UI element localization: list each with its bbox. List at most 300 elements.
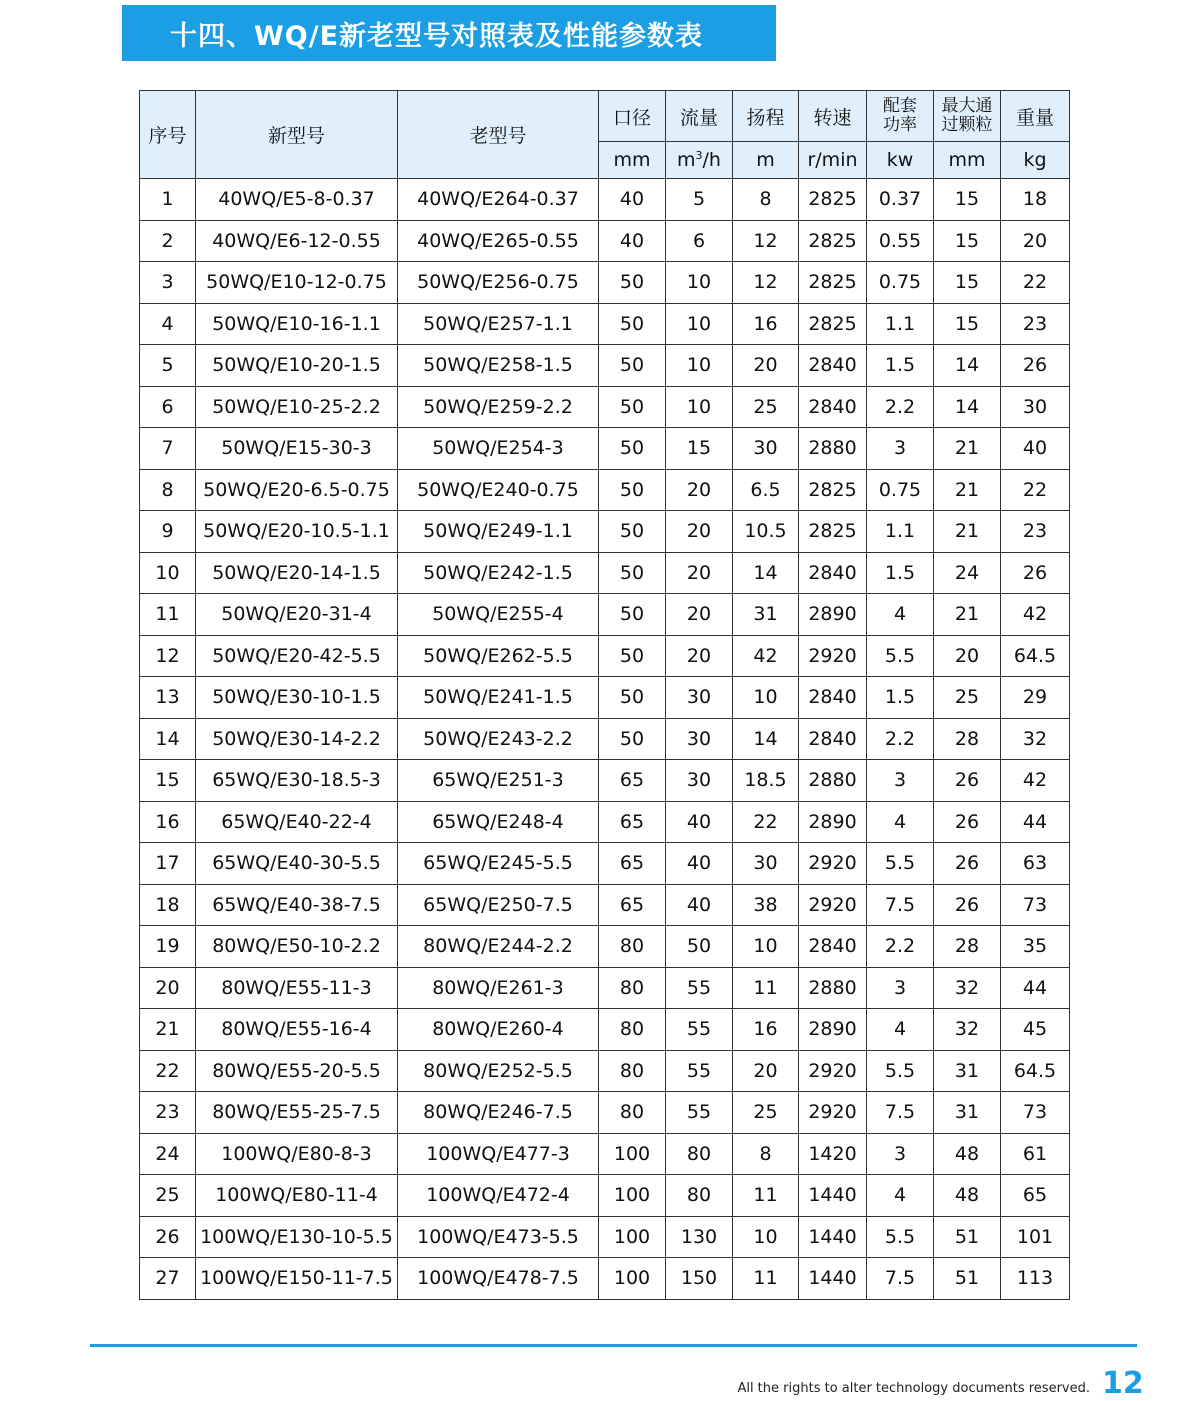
cell-caliber: 100 [599,1133,666,1175]
cell-old-model: 80WQ/E260-4 [398,1009,599,1051]
table-row [140,262,1070,304]
cell-weight: 65 [1001,1175,1070,1217]
cell-weight: 26 [1001,552,1070,594]
cell-particle: 26 [934,843,1001,885]
cell-head: 10 [733,1216,799,1258]
cell-flow: 20 [666,594,733,636]
cell-power: 5.5 [867,843,934,885]
cell-seq: 1 [140,179,196,221]
cell-new-model: 50WQ/E30-14-2.2 [196,718,398,760]
cell-new-model: 50WQ/E30-10-1.5 [196,677,398,719]
cell-flow: 40 [666,801,733,843]
cell-power: 0.55 [867,220,934,262]
cell-head: 10 [733,677,799,719]
cell-seq: 21 [140,1009,196,1051]
cell-new-model: 50WQ/E20-14-1.5 [196,552,398,594]
cell-seq: 3 [140,262,196,304]
cell-particle: 15 [934,303,1001,345]
cell-power: 1.5 [867,677,934,719]
cell-particle: 51 [934,1216,1001,1258]
cell-flow: 20 [666,635,733,677]
cell-old-model: 40WQ/E265-0.55 [398,220,599,262]
cell-seq: 26 [140,1216,196,1258]
cell-power: 4 [867,594,934,636]
cell-particle: 31 [934,1050,1001,1092]
cell-speed: 2825 [799,303,867,345]
cell-new-model: 50WQ/E20-31-4 [196,594,398,636]
cell-weight: 64.5 [1001,635,1070,677]
cell-flow: 40 [666,843,733,885]
table-row [140,1009,1070,1051]
cell-weight: 32 [1001,718,1070,760]
cell-power: 7.5 [867,1258,934,1300]
cell-new-model: 100WQ/E80-11-4 [196,1175,398,1217]
cell-seq: 6 [140,386,196,428]
table-row [140,594,1070,636]
cell-power: 4 [867,801,934,843]
cell-seq: 18 [140,884,196,926]
unit-power: kw [867,142,934,179]
cell-new-model: 50WQ/E20-10.5-1.1 [196,511,398,553]
cell-power: 1.5 [867,345,934,387]
cell-new-model: 65WQ/E40-38-7.5 [196,884,398,926]
table-row [140,1050,1070,1092]
table-row [140,345,1070,387]
cell-old-model: 65WQ/E250-7.5 [398,884,599,926]
table-body [140,179,1070,1300]
cell-particle: 14 [934,345,1001,387]
cell-head: 16 [733,303,799,345]
cell-speed: 2825 [799,469,867,511]
cell-speed: 2840 [799,386,867,428]
table-row [140,1092,1070,1134]
cell-power: 5.5 [867,1050,934,1092]
cell-caliber: 50 [599,428,666,470]
cell-new-model: 40WQ/E6-12-0.55 [196,220,398,262]
cell-speed: 1440 [799,1258,867,1300]
table-row [140,635,1070,677]
cell-flow: 20 [666,552,733,594]
cell-seq: 4 [140,303,196,345]
cell-speed: 2840 [799,677,867,719]
cell-head: 20 [733,1050,799,1092]
unit-speed: r/min [799,142,867,179]
header-caliber: 口径 [599,91,666,142]
cell-weight: 20 [1001,220,1070,262]
cell-caliber: 40 [599,179,666,221]
cell-old-model: 100WQ/E473-5.5 [398,1216,599,1258]
table-row [140,469,1070,511]
cell-flow: 55 [666,967,733,1009]
cell-speed: 2880 [799,428,867,470]
cell-seq: 24 [140,1133,196,1175]
performance-table [139,90,1070,1300]
cell-power: 5.5 [867,635,934,677]
cell-caliber: 100 [599,1258,666,1300]
cell-new-model: 65WQ/E40-22-4 [196,801,398,843]
cell-weight: 18 [1001,179,1070,221]
cell-particle: 24 [934,552,1001,594]
cell-caliber: 65 [599,760,666,802]
cell-weight: 26 [1001,345,1070,387]
table-header [140,91,1070,179]
header-particle-line2: 过颗粒 [941,115,993,135]
table-row [140,1175,1070,1217]
table-row [140,801,1070,843]
cell-power: 3 [867,1133,934,1175]
cell-speed: 2890 [799,1009,867,1051]
cell-old-model: 50WQ/E257-1.1 [398,303,599,345]
cell-seq: 25 [140,1175,196,1217]
cell-speed: 1440 [799,1175,867,1217]
cell-caliber: 40 [599,220,666,262]
cell-head: 12 [733,262,799,304]
cell-weight: 40 [1001,428,1070,470]
cell-old-model: 65WQ/E245-5.5 [398,843,599,885]
cell-speed: 2840 [799,345,867,387]
cell-new-model: 80WQ/E55-20-5.5 [196,1050,398,1092]
cell-seq: 16 [140,801,196,843]
page-title: 十四、WQ/E新老型号对照表及性能参数表 [122,5,776,61]
cell-flow: 10 [666,262,733,304]
cell-flow: 10 [666,386,733,428]
cell-seq: 20 [140,967,196,1009]
cell-power: 2.2 [867,718,934,760]
cell-particle: 48 [934,1133,1001,1175]
cell-caliber: 80 [599,1050,666,1092]
cell-weight: 22 [1001,262,1070,304]
cell-flow: 6 [666,220,733,262]
cell-head: 14 [733,718,799,760]
table-row [140,552,1070,594]
cell-old-model: 40WQ/E264-0.37 [398,179,599,221]
cell-caliber: 80 [599,967,666,1009]
cell-power: 5.5 [867,1216,934,1258]
cell-power: 2.2 [867,926,934,968]
cell-new-model: 100WQ/E150-11-7.5 [196,1258,398,1300]
cell-particle: 28 [934,926,1001,968]
cell-particle: 26 [934,884,1001,926]
cell-new-model: 50WQ/E20-6.5-0.75 [196,469,398,511]
cell-power: 4 [867,1009,934,1051]
cell-flow: 30 [666,760,733,802]
cell-caliber: 100 [599,1216,666,1258]
cell-old-model: 80WQ/E244-2.2 [398,926,599,968]
cell-weight: 42 [1001,760,1070,802]
cell-old-model: 50WQ/E262-5.5 [398,635,599,677]
cell-power: 0.75 [867,469,934,511]
cell-particle: 26 [934,760,1001,802]
cell-head: 10.5 [733,511,799,553]
cell-speed: 2825 [799,220,867,262]
cell-head: 11 [733,1258,799,1300]
cell-speed: 2890 [799,801,867,843]
cell-head: 12 [733,220,799,262]
table-row [140,926,1070,968]
cell-power: 4 [867,1175,934,1217]
cell-new-model: 80WQ/E55-25-7.5 [196,1092,398,1134]
header-power [867,91,934,142]
cell-old-model: 50WQ/E241-1.5 [398,677,599,719]
cell-head: 25 [733,1092,799,1134]
cell-caliber: 80 [599,1092,666,1134]
cell-head: 38 [733,884,799,926]
table-row [140,220,1070,262]
cell-particle: 15 [934,220,1001,262]
unit-head: m [733,142,799,179]
header-particle-line1: 最大通 [941,96,993,116]
footer-rights-text: All the rights to alter technology documents reserved. [737,1381,1090,1396]
cell-seq: 11 [140,594,196,636]
cell-new-model: 50WQ/E20-42-5.5 [196,635,398,677]
cell-new-model: 50WQ/E10-12-0.75 [196,262,398,304]
cell-speed: 2920 [799,1092,867,1134]
cell-seq: 2 [140,220,196,262]
cell-flow: 30 [666,718,733,760]
cell-speed: 2825 [799,262,867,304]
cell-power: 7.5 [867,1092,934,1134]
cell-flow: 55 [666,1009,733,1051]
cell-speed: 2920 [799,635,867,677]
cell-old-model: 50WQ/E255-4 [398,594,599,636]
cell-old-model: 50WQ/E258-1.5 [398,345,599,387]
cell-particle: 15 [934,262,1001,304]
unit-flow-tail: /h [702,149,721,171]
cell-old-model: 50WQ/E240-0.75 [398,469,599,511]
cell-particle: 25 [934,677,1001,719]
header-head: 扬程 [733,91,799,142]
cell-flow: 15 [666,428,733,470]
cell-caliber: 100 [599,1175,666,1217]
cell-new-model: 80WQ/E55-16-4 [196,1009,398,1051]
cell-seq: 10 [140,552,196,594]
cell-speed: 2880 [799,967,867,1009]
cell-caliber: 50 [599,718,666,760]
cell-head: 16 [733,1009,799,1051]
header-power-line1: 配套 [883,96,917,116]
cell-seq: 23 [140,1092,196,1134]
cell-seq: 17 [140,843,196,885]
cell-flow: 30 [666,677,733,719]
table-row [140,1133,1070,1175]
cell-flow: 40 [666,884,733,926]
cell-speed: 1420 [799,1133,867,1175]
cell-old-model: 100WQ/E472-4 [398,1175,599,1217]
cell-old-model: 50WQ/E249-1.1 [398,511,599,553]
cell-caliber: 50 [599,345,666,387]
cell-power: 3 [867,428,934,470]
table-row [140,1216,1070,1258]
cell-head: 14 [733,552,799,594]
cell-flow: 20 [666,511,733,553]
cell-caliber: 50 [599,594,666,636]
cell-new-model: 65WQ/E30-18.5-3 [196,760,398,802]
cell-caliber: 65 [599,801,666,843]
cell-head: 8 [733,179,799,221]
cell-weight: 63 [1001,843,1070,885]
cell-old-model: 50WQ/E256-0.75 [398,262,599,304]
cell-flow: 55 [666,1092,733,1134]
cell-old-model: 50WQ/E242-1.5 [398,552,599,594]
unit-weight: kg [1001,142,1070,179]
cell-old-model: 50WQ/E254-3 [398,428,599,470]
cell-speed: 2840 [799,718,867,760]
cell-head: 6.5 [733,469,799,511]
cell-particle: 28 [934,718,1001,760]
cell-flow: 20 [666,469,733,511]
unit-caliber: mm [599,142,666,179]
cell-particle: 32 [934,967,1001,1009]
cell-new-model: 50WQ/E15-30-3 [196,428,398,470]
cell-old-model: 50WQ/E243-2.2 [398,718,599,760]
cell-weight: 61 [1001,1133,1070,1175]
cell-new-model: 80WQ/E55-11-3 [196,967,398,1009]
header-weight: 重量 [1001,91,1070,142]
cell-speed: 2920 [799,843,867,885]
cell-power: 1.1 [867,511,934,553]
cell-head: 11 [733,967,799,1009]
unit-particle: mm [934,142,1001,179]
cell-particle: 21 [934,594,1001,636]
table-row [140,1258,1070,1300]
cell-flow: 130 [666,1216,733,1258]
cell-head: 31 [733,594,799,636]
cell-weight: 44 [1001,967,1070,1009]
cell-new-model: 50WQ/E10-25-2.2 [196,386,398,428]
cell-head: 11 [733,1175,799,1217]
cell-seq: 27 [140,1258,196,1300]
cell-weight: 101 [1001,1216,1070,1258]
cell-caliber: 80 [599,926,666,968]
cell-seq: 5 [140,345,196,387]
header-speed: 转速 [799,91,867,142]
cell-power: 3 [867,760,934,802]
header-flow: 流量 [666,91,733,142]
cell-new-model: 65WQ/E40-30-5.5 [196,843,398,885]
cell-caliber: 65 [599,884,666,926]
cell-new-model: 40WQ/E5-8-0.37 [196,179,398,221]
header-particle [934,91,1001,142]
cell-flow: 5 [666,179,733,221]
table-row [140,843,1070,885]
cell-power: 0.37 [867,179,934,221]
cell-head: 18.5 [733,760,799,802]
cell-head: 25 [733,386,799,428]
cell-speed: 2920 [799,884,867,926]
cell-head: 8 [733,1133,799,1175]
header-seq: 序号 [140,91,196,179]
cell-caliber: 50 [599,469,666,511]
cell-speed: 2840 [799,926,867,968]
table-row [140,428,1070,470]
cell-seq: 9 [140,511,196,553]
cell-weight: 73 [1001,1092,1070,1134]
cell-seq: 8 [140,469,196,511]
table-row [140,967,1070,1009]
cell-weight: 44 [1001,801,1070,843]
cell-weight: 35 [1001,926,1070,968]
header-power-line2: 功率 [883,115,917,135]
cell-old-model: 50WQ/E259-2.2 [398,386,599,428]
cell-weight: 23 [1001,303,1070,345]
table-row [140,677,1070,719]
table-row [140,760,1070,802]
cell-particle: 21 [934,469,1001,511]
cell-weight: 42 [1001,594,1070,636]
cell-caliber: 80 [599,1009,666,1051]
cell-flow: 150 [666,1258,733,1300]
cell-power: 2.2 [867,386,934,428]
cell-seq: 15 [140,760,196,802]
table-row [140,718,1070,760]
cell-speed: 1440 [799,1216,867,1258]
cell-caliber: 50 [599,635,666,677]
cell-power: 1.1 [867,303,934,345]
cell-weight: 113 [1001,1258,1070,1300]
footer-divider [90,1344,1137,1347]
cell-new-model: 80WQ/E50-10-2.2 [196,926,398,968]
cell-caliber: 65 [599,843,666,885]
cell-weight: 29 [1001,677,1070,719]
cell-old-model: 100WQ/E477-3 [398,1133,599,1175]
cell-particle: 31 [934,1092,1001,1134]
cell-caliber: 50 [599,677,666,719]
table-row [140,179,1070,221]
table-row [140,884,1070,926]
unit-flow [666,142,733,179]
cell-speed: 2825 [799,179,867,221]
cell-head: 42 [733,635,799,677]
cell-weight: 64.5 [1001,1050,1070,1092]
cell-weight: 73 [1001,884,1070,926]
cell-speed: 2890 [799,594,867,636]
cell-seq: 14 [140,718,196,760]
cell-new-model: 100WQ/E80-8-3 [196,1133,398,1175]
unit-flow-base: m [677,149,696,171]
cell-particle: 15 [934,179,1001,221]
cell-seq: 19 [140,926,196,968]
table-row [140,386,1070,428]
cell-caliber: 50 [599,386,666,428]
cell-caliber: 50 [599,303,666,345]
cell-old-model: 80WQ/E252-5.5 [398,1050,599,1092]
cell-power: 1.5 [867,552,934,594]
cell-weight: 30 [1001,386,1070,428]
cell-particle: 51 [934,1258,1001,1300]
page-number: 12 [1102,1366,1144,1401]
cell-flow: 80 [666,1175,733,1217]
cell-power: 3 [867,967,934,1009]
cell-particle: 48 [934,1175,1001,1217]
cell-flow: 10 [666,345,733,387]
cell-flow: 50 [666,926,733,968]
cell-speed: 2840 [799,552,867,594]
cell-seq: 22 [140,1050,196,1092]
cell-speed: 2920 [799,1050,867,1092]
cell-old-model: 65WQ/E251-3 [398,760,599,802]
cell-particle: 20 [934,635,1001,677]
cell-caliber: 50 [599,262,666,304]
cell-power: 7.5 [867,884,934,926]
cell-speed: 2880 [799,760,867,802]
cell-particle: 32 [934,1009,1001,1051]
cell-flow: 55 [666,1050,733,1092]
table-row [140,511,1070,553]
cell-power: 0.75 [867,262,934,304]
header-old-model: 老型号 [398,91,599,179]
cell-seq: 12 [140,635,196,677]
cell-weight: 23 [1001,511,1070,553]
